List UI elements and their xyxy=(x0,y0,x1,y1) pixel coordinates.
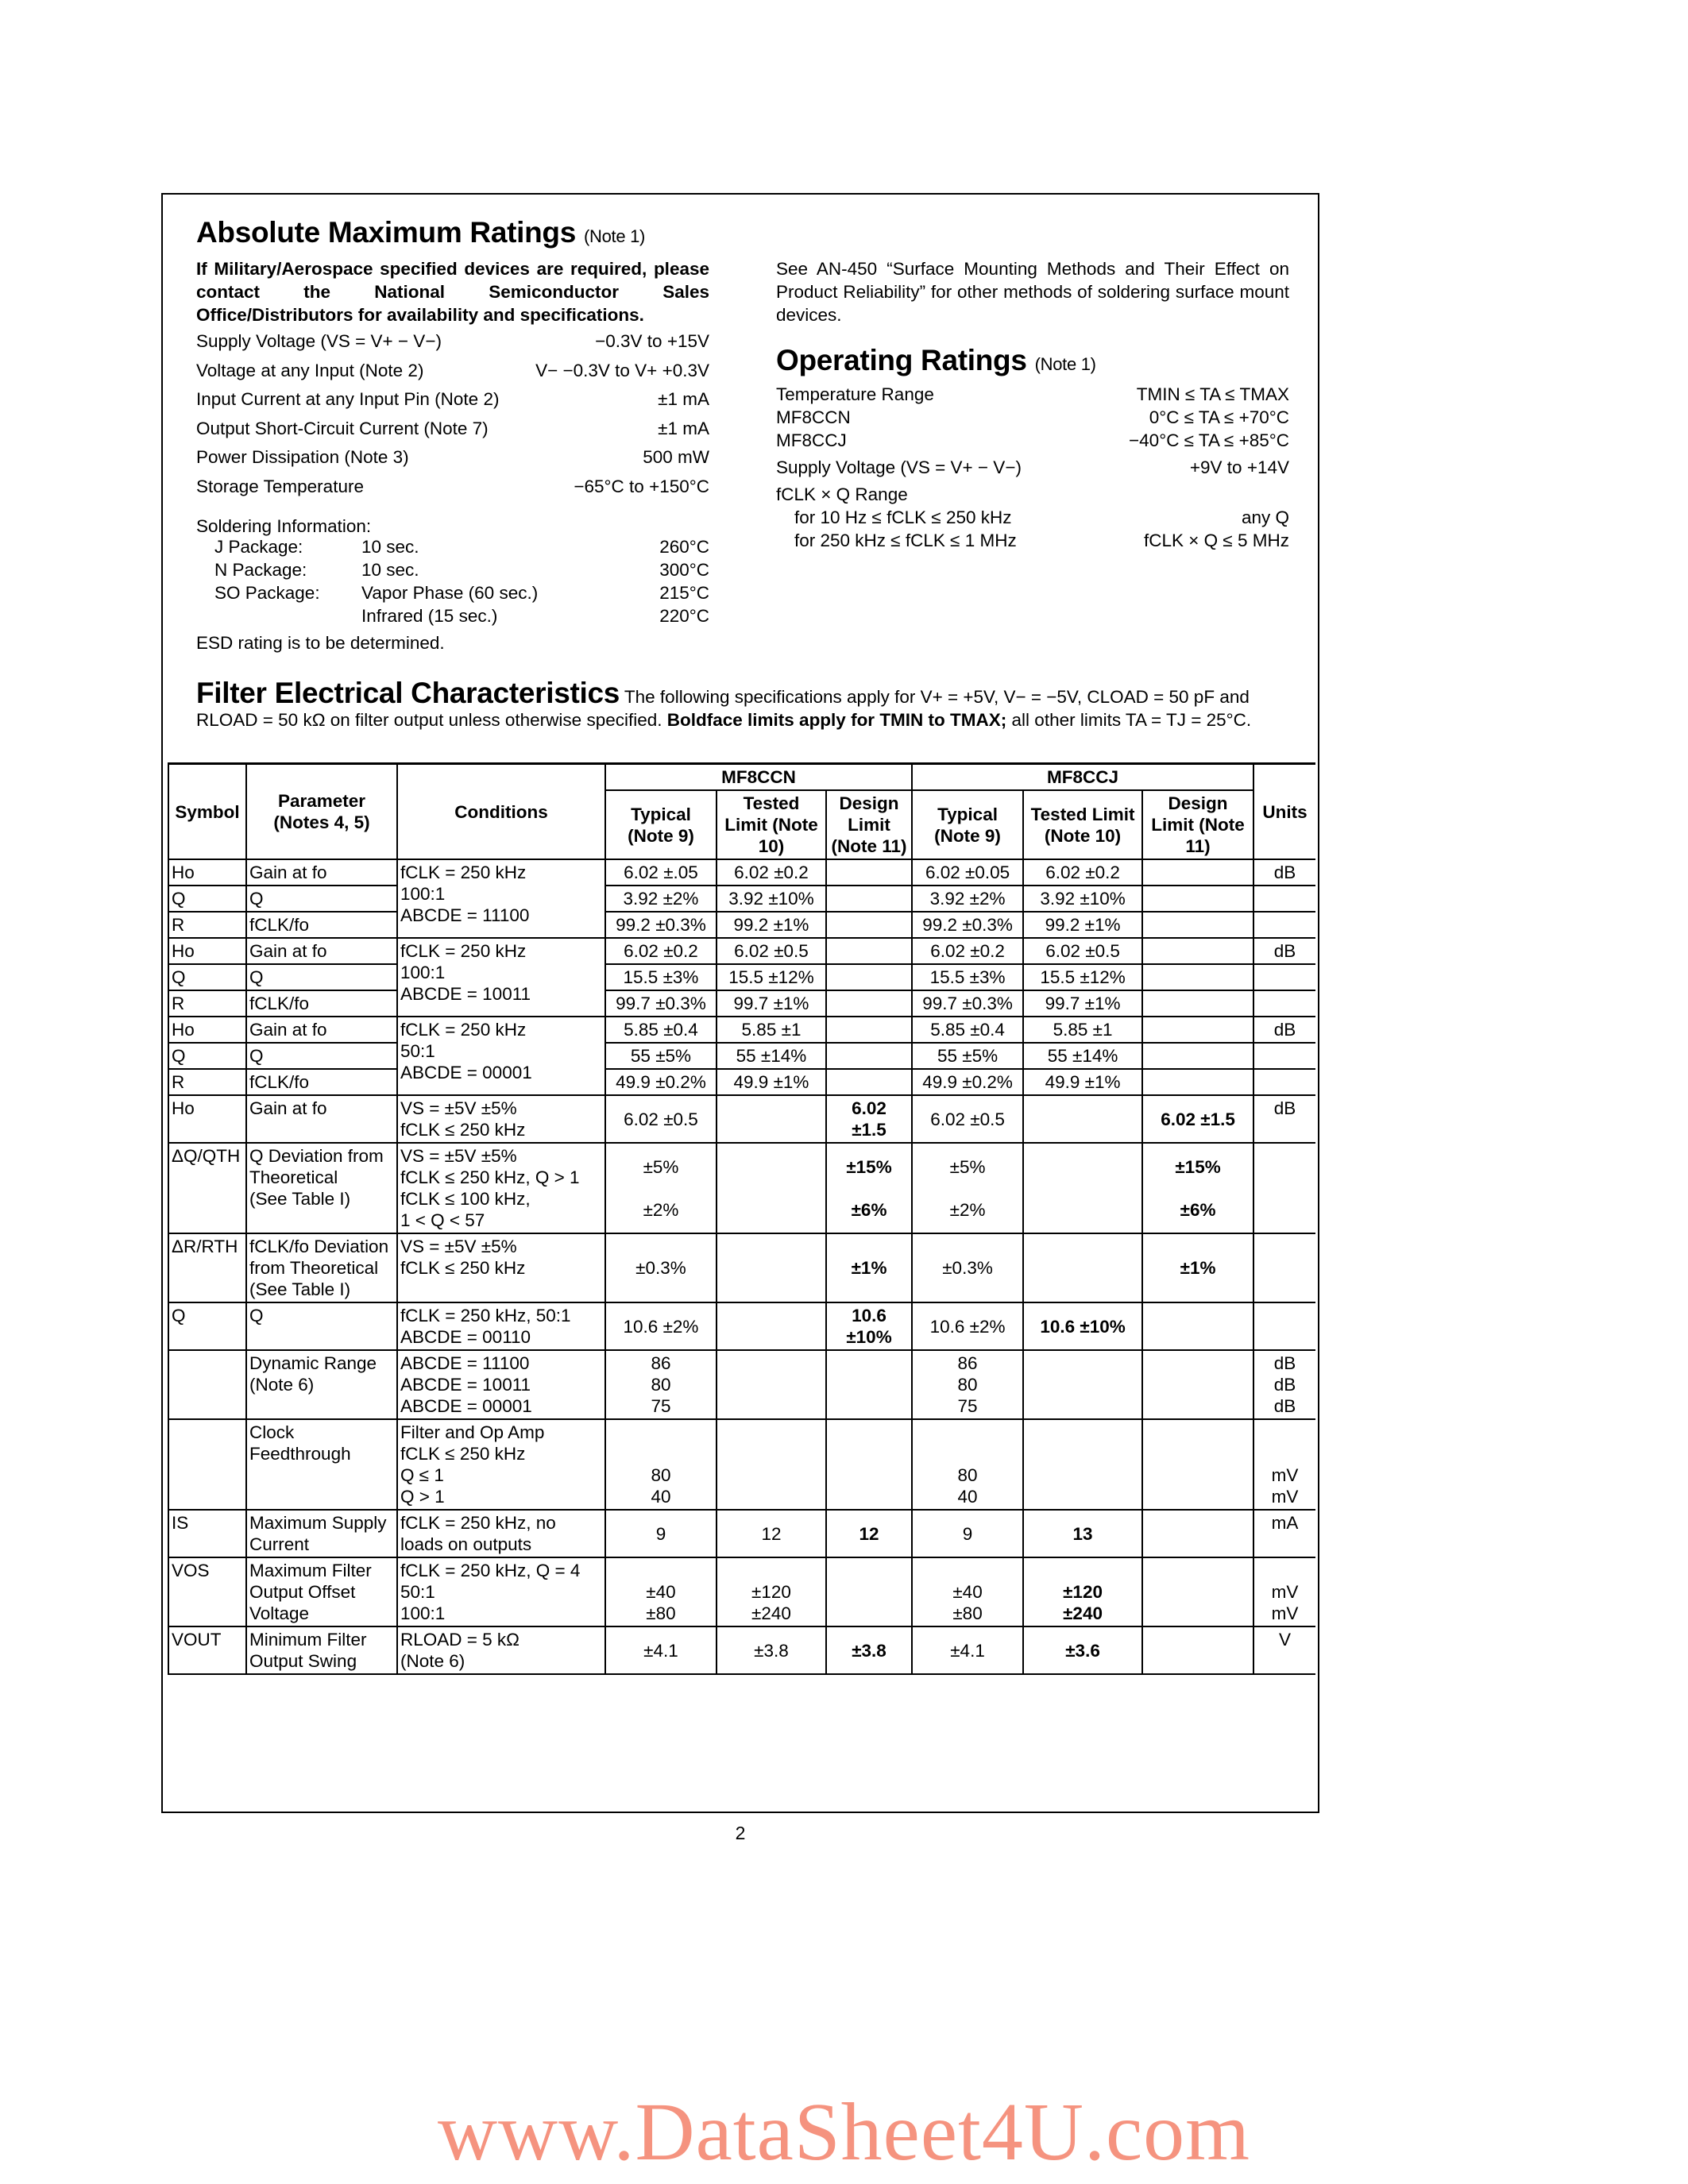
cell-symbol xyxy=(168,1350,246,1419)
page-number: 2 xyxy=(735,1823,746,1843)
cell-mf8ccn-typical: 15.5 ±3% xyxy=(605,964,717,990)
cell-units xyxy=(1253,1302,1315,1350)
cell-mf8ccj-tested: 3.92 ±10% xyxy=(1023,886,1142,912)
table-row xyxy=(168,912,1315,938)
opr-title xyxy=(776,344,1096,377)
cell-units: dB xyxy=(1253,938,1315,964)
amr-row-label: Storage Temperature xyxy=(196,476,364,496)
amr-row-label: Power Dissipation (Note 3) xyxy=(196,447,409,467)
cell-mf8ccj-typical: 5.85 ±0.4 xyxy=(912,1017,1023,1043)
cell-mf8ccn-design: 12 xyxy=(826,1510,912,1557)
cell-mf8ccn-tested: 3.92 ±10% xyxy=(717,886,826,912)
cell-mf8ccj-design xyxy=(1142,1419,1253,1510)
amr-row-label: Input Current at any Input Pin (Note 2) xyxy=(196,389,500,409)
opr-title-note: (Note 1) xyxy=(1034,354,1096,374)
cell-mf8ccj-typical: ±40 ±80 xyxy=(912,1557,1023,1626)
table-row xyxy=(168,1095,1315,1143)
cell-parameter: fCLK/fo xyxy=(246,912,397,938)
opr-row-value: TMIN ≤ TA ≤ TMAX xyxy=(1136,384,1289,404)
cell-mf8ccj-tested: 13 xyxy=(1023,1510,1142,1557)
soldering-condition: 10 sec. xyxy=(361,560,419,580)
amr-row xyxy=(196,447,709,470)
cell-parameter: fCLK/fo Deviation from Theoretical (See Table I) xyxy=(246,1233,397,1302)
soldering-row xyxy=(196,537,709,560)
cell-mf8ccj-design xyxy=(1142,990,1253,1017)
cell-symbol: Q xyxy=(168,1302,246,1350)
cell-mf8ccn-design xyxy=(826,1419,912,1510)
soldering-condition: 10 sec. xyxy=(361,537,419,557)
fec-intro-bold: Boldface limits apply for TMIN to TMAX; xyxy=(666,710,1007,730)
cell-units xyxy=(1253,1143,1315,1233)
cell-mf8ccj-design xyxy=(1142,1069,1253,1095)
cell-units: dB xyxy=(1253,1017,1315,1043)
cell-conditions: fCLK = 250 kHz 50:1 ABCDE = 00001 xyxy=(397,1017,605,1095)
cell-parameter: Q xyxy=(246,1043,397,1069)
col-conditions: Conditions xyxy=(397,764,605,860)
cell-mf8ccj-typical: ±4.1 xyxy=(912,1626,1023,1674)
cell-symbol: VOS xyxy=(168,1557,246,1626)
cell-mf8ccn-typical: 9 xyxy=(605,1510,717,1557)
amr-row-value: −0.3V to +15V xyxy=(595,331,709,351)
watermark: www.DataSheet4U.com xyxy=(437,2086,1251,2178)
cell-mf8ccj-design xyxy=(1142,886,1253,912)
cell-conditions: ABCDE = 11100 ABCDE = 10011 ABCDE = 00001 xyxy=(397,1350,605,1419)
cell-symbol: Q xyxy=(168,1043,246,1069)
cell-mf8ccn-design: 10.6 ±10% xyxy=(826,1302,912,1350)
cell-mf8ccj-typical: ±0.3% xyxy=(912,1233,1023,1302)
cell-mf8ccj-typical: 99.2 ±0.3% xyxy=(912,912,1023,938)
col-symbol: Symbol xyxy=(168,764,246,860)
cell-parameter: Clock Feedthrough xyxy=(246,1419,397,1510)
table-row xyxy=(168,1302,1315,1350)
cell-parameter: Q Deviation from Theoretical (See Table I) xyxy=(246,1143,397,1233)
cell-conditions: fCLK = 250 kHz, no loads on outputs xyxy=(397,1510,605,1557)
cell-symbol: VOUT xyxy=(168,1626,246,1674)
cell-parameter: Q xyxy=(246,1302,397,1350)
table-row xyxy=(168,938,1315,964)
col-mf8ccj: MF8CCJ xyxy=(912,764,1253,791)
cell-units: mV mV xyxy=(1253,1557,1315,1626)
amr-row xyxy=(196,477,709,500)
cell-conditions: fCLK = 250 kHz, 50:1 ABCDE = 00110 xyxy=(397,1302,605,1350)
cell-parameter: Minimum Filter Output Swing xyxy=(246,1626,397,1674)
cell-mf8ccj-tested xyxy=(1023,1143,1142,1233)
table-row xyxy=(168,964,1315,990)
cell-mf8ccn-design xyxy=(826,859,912,886)
cell-mf8ccn-design xyxy=(826,1043,912,1069)
amr-row-label: Supply Voltage (VS = V+ − V−) xyxy=(196,331,442,351)
col-j-design: Design Limit (Note 11) xyxy=(1142,790,1253,859)
cell-mf8ccj-design xyxy=(1142,912,1253,938)
amr-row-label: Voltage at any Input (Note 2) xyxy=(196,360,424,380)
cell-mf8ccj-tested xyxy=(1023,1419,1142,1510)
table-row xyxy=(168,859,1315,886)
cell-units: mV mV xyxy=(1253,1419,1315,1510)
opr-row xyxy=(776,430,1289,453)
cell-mf8ccn-design: ±15% ±6% xyxy=(826,1143,912,1233)
cell-mf8ccj-design: ±15% ±6% xyxy=(1142,1143,1253,1233)
cell-symbol: ΔR/RTH xyxy=(168,1233,246,1302)
cell-mf8ccn-typical: ±4.1 xyxy=(605,1626,717,1674)
opr-row xyxy=(776,507,1289,531)
cell-mf8ccn-typical: 5.85 ±0.4 xyxy=(605,1017,717,1043)
cell-symbol: Ho xyxy=(168,859,246,886)
table-row xyxy=(168,1233,1315,1302)
amr-row-value: −65°C to +150°C xyxy=(574,476,709,496)
cell-mf8ccn-design xyxy=(826,1350,912,1419)
cell-mf8ccn-tested: 55 ±14% xyxy=(717,1043,826,1069)
cell-parameter: fCLK/fo xyxy=(246,990,397,1017)
cell-mf8ccj-tested: 49.9 ±1% xyxy=(1023,1069,1142,1095)
amr-title xyxy=(196,216,645,249)
amr-warning: If Military/Aerospace specified devices are required, please contact the National Semiconductor Sales Office/Distributors for availability and specifications. xyxy=(196,259,709,325)
cell-mf8ccn-tested xyxy=(717,1350,826,1419)
cell-units xyxy=(1253,1043,1315,1069)
col-mf8ccn: MF8CCN xyxy=(605,764,912,791)
cell-mf8ccn-design xyxy=(826,1557,912,1626)
esd-rating: ESD rating is to be determined. xyxy=(196,633,445,653)
fec-intro-2: all other limits TA = TJ = 25°C. xyxy=(1011,710,1252,730)
cell-mf8ccj-design xyxy=(1142,1302,1253,1350)
cell-mf8ccn-tested xyxy=(717,1419,826,1510)
cell-mf8ccn-design xyxy=(826,938,912,964)
cell-mf8ccn-tested: ±3.8 xyxy=(717,1626,826,1674)
cell-mf8ccn-typical: 99.2 ±0.3% xyxy=(605,912,717,938)
cell-conditions: RLOAD = 5 kΩ (Note 6) xyxy=(397,1626,605,1674)
cell-mf8ccj-tested: 6.02 ±0.5 xyxy=(1023,938,1142,964)
cell-conditions: Filter and Op Amp fCLK ≤ 250 kHz Q ≤ 1 Q > 1 xyxy=(397,1419,605,1510)
opr-row-value: fCLK × Q ≤ 5 MHz xyxy=(1143,531,1289,550)
fec-heading xyxy=(196,677,1289,731)
cell-mf8ccj-design xyxy=(1142,1017,1253,1043)
cell-mf8ccj-typical: 3.92 ±2% xyxy=(912,886,1023,912)
cell-symbol: R xyxy=(168,990,246,1017)
opr-row-value: +9V to +14V xyxy=(1189,457,1289,477)
cell-units xyxy=(1253,964,1315,990)
cell-mf8ccj-tested xyxy=(1023,1095,1142,1143)
cell-symbol: ΔQ/QTH xyxy=(168,1143,246,1233)
soldering-value: 300°C xyxy=(659,560,709,580)
opr-row xyxy=(776,384,1289,407)
opr-row-value: 0°C ≤ TA ≤ +70°C xyxy=(1149,407,1289,427)
cell-units: dB xyxy=(1253,859,1315,886)
cell-mf8ccj-tested: 99.2 ±1% xyxy=(1023,912,1142,938)
cell-mf8ccn-tested: ±120 ±240 xyxy=(717,1557,826,1626)
cell-mf8ccj-tested: 15.5 ±12% xyxy=(1023,964,1142,990)
cell-mf8ccj-typical: 86 80 75 xyxy=(912,1350,1023,1419)
opr-row-value: −40°C ≤ TA ≤ +85°C xyxy=(1129,430,1289,450)
cell-mf8ccj-tested: 99.7 ±1% xyxy=(1023,990,1142,1017)
cell-mf8ccn-typical: ±5% ±2% xyxy=(605,1143,717,1233)
opr-row-value: any Q xyxy=(1241,507,1289,527)
col-units: Units xyxy=(1253,764,1315,860)
cell-conditions: fCLK = 250 kHz 100:1 ABCDE = 11100 xyxy=(397,859,605,938)
soldering-value: 260°C xyxy=(659,537,709,557)
cell-units xyxy=(1253,1233,1315,1302)
cell-mf8ccn-design: ±3.8 xyxy=(826,1626,912,1674)
cell-units xyxy=(1253,1069,1315,1095)
cell-symbol xyxy=(168,1419,246,1510)
cell-symbol: R xyxy=(168,1069,246,1095)
soldering-condition: Vapor Phase (60 sec.) xyxy=(361,583,539,603)
cell-symbol: IS xyxy=(168,1510,246,1557)
cell-mf8ccj-typical: 80 40 xyxy=(912,1419,1023,1510)
cell-conditions: VS = ±5V ±5% fCLK ≤ 250 kHz, Q > 1 fCLK ≤ 100 kHz, 1 < Q < 57 xyxy=(397,1143,605,1233)
cell-mf8ccj-design xyxy=(1142,1557,1253,1626)
col-j-typical: Typical (Note 9) xyxy=(912,790,1023,859)
cell-mf8ccj-typical: 49.9 ±0.2% xyxy=(912,1069,1023,1095)
cell-mf8ccj-design xyxy=(1142,1350,1253,1419)
amr-row xyxy=(196,361,709,384)
cell-units: mA xyxy=(1253,1510,1315,1557)
opr-title-text: Operating Ratings xyxy=(776,344,1027,376)
cell-conditions: fCLK = 250 kHz 100:1 ABCDE = 10011 xyxy=(397,938,605,1017)
cell-symbol: Ho xyxy=(168,1095,246,1143)
cell-mf8ccj-tested: ±120 ±240 xyxy=(1023,1557,1142,1626)
cell-parameter: fCLK/fo xyxy=(246,1069,397,1095)
cell-mf8ccj-design: ±1% xyxy=(1142,1233,1253,1302)
soldering-package: SO Package: xyxy=(214,583,320,603)
cell-parameter: Gain at fo xyxy=(246,938,397,964)
cell-mf8ccj-typical: 6.02 ±0.2 xyxy=(912,938,1023,964)
cell-mf8ccn-typical: 3.92 ±2% xyxy=(605,886,717,912)
soldering-row xyxy=(196,560,709,583)
table-row xyxy=(168,1043,1315,1069)
cell-parameter: Q xyxy=(246,964,397,990)
cell-parameter: Maximum Filter Output Offset Voltage xyxy=(246,1557,397,1626)
cell-mf8ccn-design xyxy=(826,1069,912,1095)
cell-mf8ccj-typical: 99.7 ±0.3% xyxy=(912,990,1023,1017)
cell-symbol: Ho xyxy=(168,1017,246,1043)
cell-mf8ccj-typical: 15.5 ±3% xyxy=(912,964,1023,990)
cell-mf8ccn-design xyxy=(826,912,912,938)
an450-note: See AN-450 “Surface Mounting Methods and Their Effect on Product Reliability” for other methods of soldering surface mount devices. xyxy=(776,259,1289,325)
opr-row-label: fCLK × Q Range xyxy=(776,484,908,504)
cell-mf8ccj-typical: 55 ±5% xyxy=(912,1043,1023,1069)
cell-mf8ccj-design xyxy=(1142,859,1253,886)
table-row xyxy=(168,1557,1315,1626)
cell-mf8ccn-typical: 6.02 ±0.2 xyxy=(605,938,717,964)
opr-row xyxy=(776,407,1289,430)
amr-row xyxy=(196,389,709,412)
cell-conditions: VS = ±5V ±5% fCLK ≤ 250 kHz xyxy=(397,1233,605,1302)
table-row xyxy=(168,1626,1315,1674)
cell-mf8ccn-design xyxy=(826,990,912,1017)
cell-units: V xyxy=(1253,1626,1315,1674)
cell-mf8ccn-design: ±1% xyxy=(826,1233,912,1302)
col-n-design: Design Limit (Note 11) xyxy=(826,790,912,859)
cell-units: dB xyxy=(1253,1095,1315,1143)
cell-mf8ccj-tested xyxy=(1023,1350,1142,1419)
amr-row-label: Output Short-Circuit Current (Note 7) xyxy=(196,418,489,438)
soldering-title: Soldering Information: xyxy=(196,516,372,536)
fec-title: Filter Electrical Characteristics xyxy=(196,677,620,709)
cell-units xyxy=(1253,990,1315,1017)
soldering-value: 220°C xyxy=(659,606,709,626)
cell-mf8ccn-typical: 99.7 ±0.3% xyxy=(605,990,717,1017)
table-row xyxy=(168,1350,1315,1419)
col-parameter: Parameter (Notes 4, 5) xyxy=(246,764,397,860)
cell-mf8ccn-typical: 10.6 ±2% xyxy=(605,1302,717,1350)
cell-mf8ccj-tested: 10.6 ±10% xyxy=(1023,1302,1142,1350)
cell-mf8ccj-tested: 6.02 ±0.2 xyxy=(1023,859,1142,886)
col-n-typical: Typical (Note 9) xyxy=(605,790,717,859)
cell-symbol: Ho xyxy=(168,938,246,964)
cell-mf8ccj-tested xyxy=(1023,1233,1142,1302)
cell-parameter: Gain at fo xyxy=(246,1095,397,1143)
soldering-row xyxy=(196,606,709,629)
opr-row-label: for 250 kHz ≤ fCLK ≤ 1 MHz xyxy=(794,531,1017,550)
amr-row-value: ±1 mA xyxy=(658,418,709,438)
cell-mf8ccn-tested: 99.2 ±1% xyxy=(717,912,826,938)
cell-mf8ccn-design xyxy=(826,964,912,990)
fec-table xyxy=(168,762,1315,1675)
cell-units xyxy=(1253,886,1315,912)
cell-mf8ccj-tested: ±3.6 xyxy=(1023,1626,1142,1674)
cell-symbol: R xyxy=(168,912,246,938)
cell-mf8ccn-typical: ±40 ±80 xyxy=(605,1557,717,1626)
cell-parameter: Maximum Supply Current xyxy=(246,1510,397,1557)
table-row xyxy=(168,1143,1315,1233)
cell-mf8ccn-tested xyxy=(717,1143,826,1233)
cell-mf8ccj-design xyxy=(1142,1043,1253,1069)
soldering-row xyxy=(196,583,709,606)
cell-mf8ccj-typical: 9 xyxy=(912,1510,1023,1557)
cell-mf8ccn-typical: ±0.3% xyxy=(605,1233,717,1302)
cell-mf8ccj-typical: 10.6 ±2% xyxy=(912,1302,1023,1350)
cell-mf8ccn-typical: 80 40 xyxy=(605,1419,717,1510)
cell-mf8ccn-tested xyxy=(717,1095,826,1143)
table-row xyxy=(168,1510,1315,1557)
cell-mf8ccn-tested: 12 xyxy=(717,1510,826,1557)
cell-mf8ccn-tested: 6.02 ±0.2 xyxy=(717,859,826,886)
opr-row-label: MF8CCN xyxy=(776,407,851,427)
cell-symbol: Q xyxy=(168,886,246,912)
cell-mf8ccn-tested xyxy=(717,1233,826,1302)
cell-mf8ccn-typical: 6.02 ±0.5 xyxy=(605,1095,717,1143)
cell-mf8ccn-design xyxy=(826,1017,912,1043)
cell-mf8ccj-design xyxy=(1142,1510,1253,1557)
cell-mf8ccn-tested: 6.02 ±0.5 xyxy=(717,938,826,964)
opr-row xyxy=(776,484,1289,507)
cell-mf8ccn-tested xyxy=(717,1302,826,1350)
cell-units xyxy=(1253,912,1315,938)
cell-mf8ccj-design: 6.02 ±1.5 xyxy=(1142,1095,1253,1143)
cell-mf8ccj-design xyxy=(1142,964,1253,990)
cell-mf8ccn-design: 6.02 ±1.5 xyxy=(826,1095,912,1143)
cell-mf8ccj-tested: 55 ±14% xyxy=(1023,1043,1142,1069)
table-row xyxy=(168,990,1315,1017)
cell-mf8ccn-typical: 55 ±5% xyxy=(605,1043,717,1069)
cell-mf8ccn-typical: 86 80 75 xyxy=(605,1350,717,1419)
cell-conditions: fCLK = 250 kHz, Q = 4 50:1 100:1 xyxy=(397,1557,605,1626)
amr-row xyxy=(196,419,709,442)
opr-row xyxy=(776,457,1289,480)
cell-mf8ccj-tested: 5.85 ±1 xyxy=(1023,1017,1142,1043)
cell-parameter: Q xyxy=(246,886,397,912)
amr-title-note: (Note 1) xyxy=(583,226,646,246)
cell-mf8ccj-design xyxy=(1142,938,1253,964)
cell-symbol: Q xyxy=(168,964,246,990)
soldering-value: 215°C xyxy=(659,583,709,603)
table-row xyxy=(168,1419,1315,1510)
cell-mf8ccn-tested: 99.7 ±1% xyxy=(717,990,826,1017)
cell-mf8ccj-typical: 6.02 ±0.05 xyxy=(912,859,1023,886)
cell-parameter: Gain at fo xyxy=(246,859,397,886)
opr-row-label: Supply Voltage (VS = V+ − V−) xyxy=(776,457,1022,477)
opr-row xyxy=(776,531,1289,554)
table-row xyxy=(168,1017,1315,1043)
cell-mf8ccn-typical: 6.02 ±.05 xyxy=(605,859,717,886)
amr-row-value: 500 mW xyxy=(643,447,709,467)
cell-parameter: Dynamic Range (Note 6) xyxy=(246,1350,397,1419)
cell-mf8ccn-design xyxy=(826,886,912,912)
cell-units: dB dB dB xyxy=(1253,1350,1315,1419)
cell-mf8ccn-tested: 15.5 ±12% xyxy=(717,964,826,990)
fec-intro-1: The following specifications apply for V+ = +5V, V− = −5V, CLOAD = 50 pF and RLOAD = 50 kΩ on filter output unless otherwise specified. xyxy=(196,687,1250,730)
soldering-condition: Infrared (15 sec.) xyxy=(361,606,498,626)
amr-row xyxy=(196,331,709,354)
amr-row-value: ±1 mA xyxy=(658,389,709,409)
cell-parameter: Gain at fo xyxy=(246,1017,397,1043)
cell-mf8ccj-typical: 6.02 ±0.5 xyxy=(912,1095,1023,1143)
table-row xyxy=(168,886,1315,912)
opr-row-label: Temperature Range xyxy=(776,384,934,404)
opr-row-label: MF8CCJ xyxy=(776,430,847,450)
col-j-tested: Tested Limit (Note 10) xyxy=(1023,790,1142,859)
soldering-package: N Package: xyxy=(214,560,307,580)
opr-row-label: for 10 Hz ≤ fCLK ≤ 250 kHz xyxy=(794,507,1012,527)
soldering-package: J Package: xyxy=(214,537,303,557)
col-n-tested: Tested Limit (Note 10) xyxy=(717,790,826,859)
cell-mf8ccj-design xyxy=(1142,1626,1253,1674)
cell-conditions: VS = ±5V ±5% fCLK ≤ 250 kHz xyxy=(397,1095,605,1143)
amr-row-value: V− −0.3V to V+ +0.3V xyxy=(535,360,709,380)
table-row xyxy=(168,1069,1315,1095)
amr-title-text: Absolute Maximum Ratings xyxy=(196,216,576,249)
cell-mf8ccj-typical: ±5% ±2% xyxy=(912,1143,1023,1233)
cell-mf8ccn-tested: 49.9 ±1% xyxy=(717,1069,826,1095)
cell-mf8ccn-tested: 5.85 ±1 xyxy=(717,1017,826,1043)
cell-mf8ccn-typical: 49.9 ±0.2% xyxy=(605,1069,717,1095)
